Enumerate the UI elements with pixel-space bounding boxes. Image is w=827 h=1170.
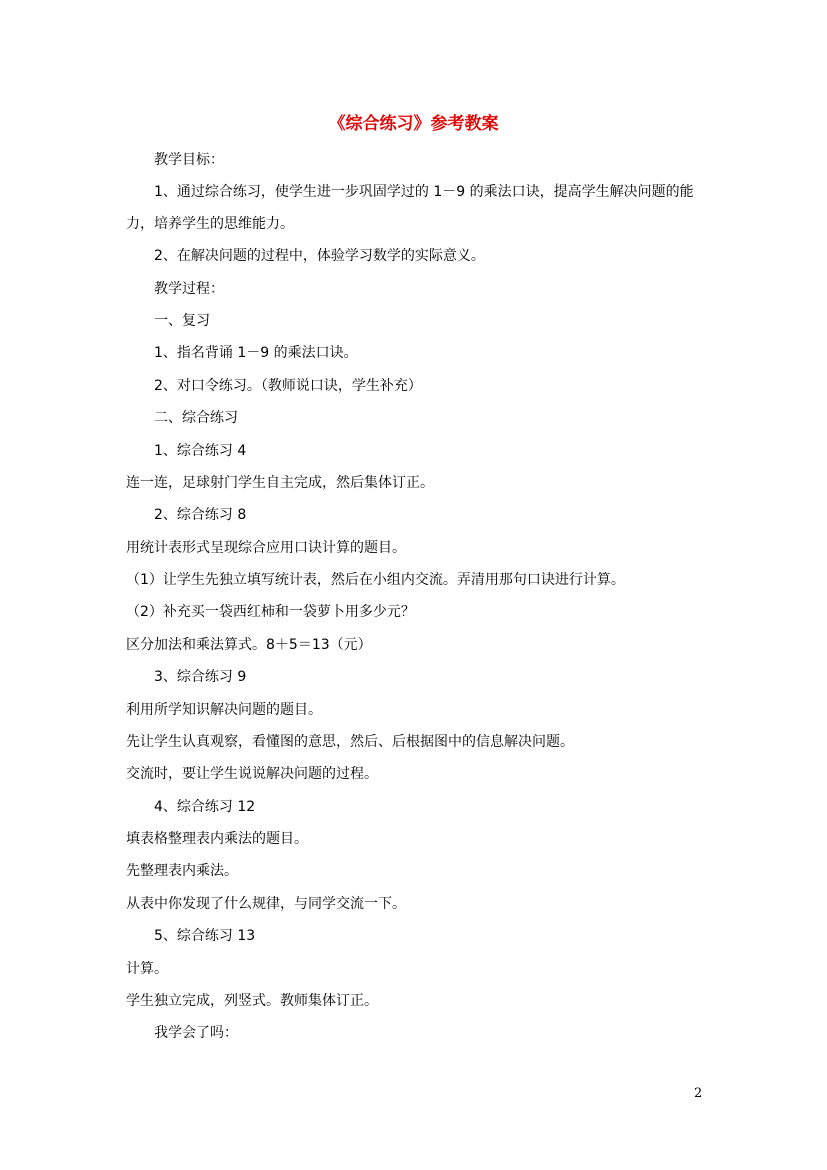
paragraph-line: 计算。	[126, 961, 168, 977]
paragraph-line: 区分加法和乘法算式。8＋5＝13（元）	[126, 637, 372, 653]
paragraph-line: 1、综合练习 4	[154, 443, 247, 459]
paragraph-line: 学生独立完成，列竖式。教师集体订正。	[126, 993, 378, 1009]
paragraph-line: 用统计表形式呈现综合应用口诀计算的题目。	[126, 540, 406, 556]
page-number: 2	[694, 1086, 703, 1101]
paragraph-line: 1、通过综合练习，使学生进一步巩固学过的 1－9 的乘法口诀，提高学生解决问题的能	[154, 184, 694, 200]
paragraph-line: 先让学生认真观察，看懂图的意思，然后、后根据图中的信息解决问题。	[126, 734, 574, 750]
section-heading: 二、综合练习	[154, 410, 238, 426]
paragraph-line: 连一连，足球射门学生自主完成，然后集体订正。	[126, 475, 434, 491]
document-title: 《综合练习》参考教案	[328, 114, 499, 134]
paragraph-line: （1）让学生先独立填写统计表，然后在小组内交流。弄清用那句口诀进行计算。	[126, 572, 625, 588]
paragraph-line: 填表格整理表内乘法的题目。	[126, 831, 308, 847]
paragraph-line: 4、综合练习 12	[154, 799, 256, 815]
paragraph-line: 力，培养学生的思维能力。	[126, 216, 294, 232]
section-heading: 一、复习	[154, 313, 210, 329]
paragraph-line: （2）补充买一袋西红柿和一袋萝卜用多少元？	[126, 604, 415, 620]
paragraph-line: 2、在解决问题的过程中，体验学习数学的实际意义。	[154, 248, 485, 264]
paragraph-line: 3、综合练习 9	[154, 669, 247, 685]
paragraph-line: 利用所学知识解决问题的题目。	[126, 702, 322, 718]
paragraph-line: 交流时，要让学生说说解决问题的过程。	[126, 766, 378, 782]
paragraph-line: 5、综合练习 13	[154, 928, 256, 944]
paragraph-line: 我学会了吗：	[154, 1025, 238, 1041]
paragraph-line: 从表中你发现了什么规律，与同学交流一下。	[126, 896, 406, 912]
paragraph-line: 教学过程：	[154, 281, 224, 297]
paragraph-line: 2、综合练习 8	[154, 507, 247, 523]
paragraph-line: 教学目标：	[154, 152, 224, 168]
paragraph-line: 2、对口令练习。（教师说口诀，学生补充）	[154, 378, 422, 394]
paragraph-line: 先整理表内乘法。	[126, 863, 238, 879]
paragraph-line: 1、指名背诵 1－9 的乘法口诀。	[154, 345, 358, 361]
